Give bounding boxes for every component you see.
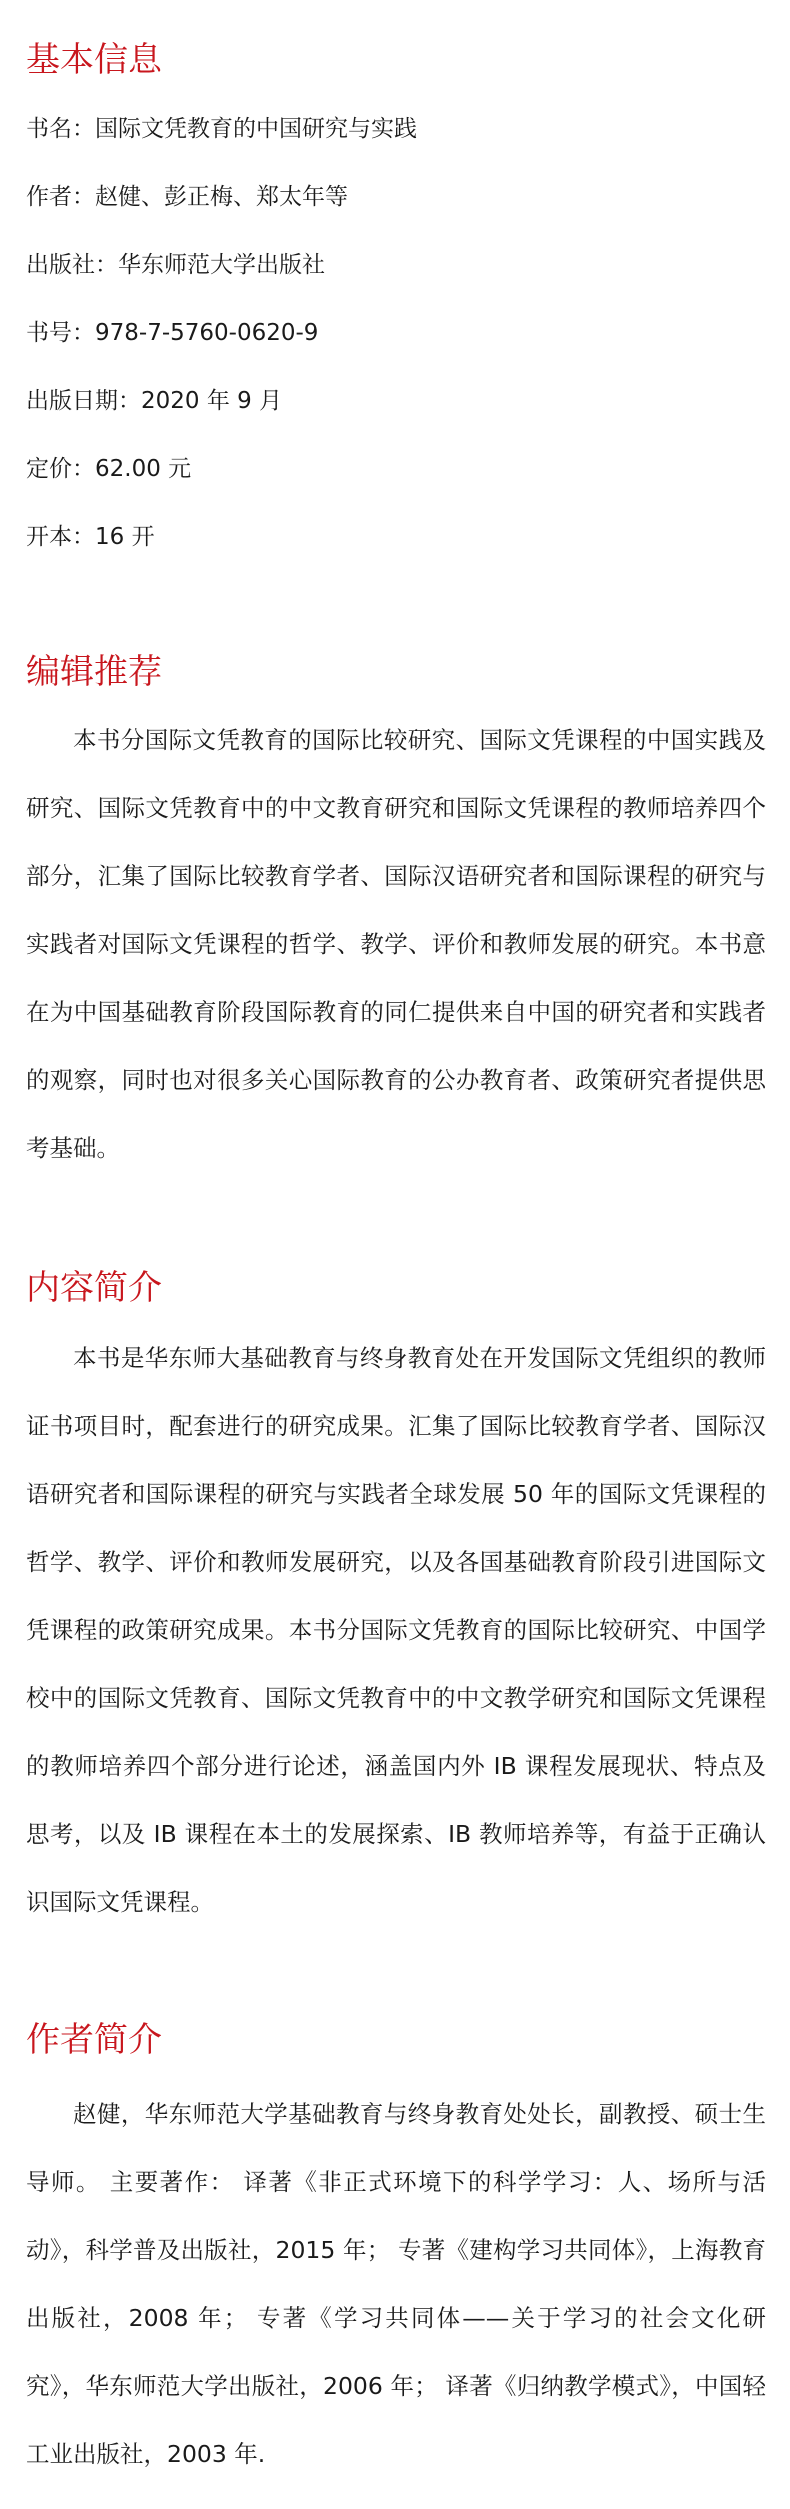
author-intro-text: 赵健，华东师范大学基础教育与终身教育处处长，副教授、硕士生导师。 主要著作： 译著《非正式环境下的科学学习：人、场所与活动》，科学普及出版社，2015 年； 专著《建构学习共同体》，上海教育出版社，2008 年； 专著《学习共同体——关于学习的社会文化研究》，华东师范大学出版社，2006 年； 译著《归纳教学模式》，中国轻工业出版社，2003 年.	[26, 2100, 766, 2468]
info-isbn: 书号：978-7-5760-0620-9	[26, 320, 319, 346]
info-title: 书名：国际文凭教育的中国研究与实践	[26, 116, 417, 142]
content-intro-text: 本书是华东师大基础教育与终身教育处在开发国际文凭组织的教师证书项目时，配套进行的研究成果。汇集了国际比较教育学者、国际汉语研究者和国际课程的研究与实践者全球发展 50 年的国际文凭课程的哲学、教学、评价和教师发展研究，以及各国基础教育阶段引进国际文凭课程的政策研究成果。本书分国际文凭教育的国际比较研究、中国学校中的国际文凭教育、国际文凭教育中的中文教学研究和国际文凭课程的教师培养四个部分进行论述，涵盖国内外 IB 课程发展现状、特点及思考，以及 IB 课程在本土的发展探索、IB 教师培养等，有益于正确认识国际文凭课程。	[26, 1344, 766, 1916]
info-price: 定价：62.00 元	[26, 456, 192, 482]
basic-info-heading: 基本信息	[26, 40, 162, 80]
info-publish-date: 出版日期：2020 年 9 月	[26, 388, 283, 414]
author-intro-heading: 作者简介	[26, 2020, 162, 2060]
info-authors: 作者：赵健、彭正梅、郑太年等	[26, 184, 348, 210]
editor-recommendation-heading: 编辑推荐	[26, 652, 162, 692]
editor-recommendation-text: 本书分国际文凭教育的国际比较研究、国际文凭课程的中国实践及研究、国际文凭教育中的中文教育研究和国际文凭课程的教师培养四个部分，汇集了国际比较教育学者、国际汉语研究者和国际课程的研究与实践者对国际文凭课程的哲学、教学、评价和教师发展的研究。本书意在为中国基础教育阶段国际教育的同仁提供来自中国的研究者和实践者的观察，同时也对很多关心国际教育的公办教育者、政策研究者提供思考基础。	[26, 726, 766, 1162]
info-publisher: 出版社：华东师范大学出版社	[26, 252, 325, 278]
content-intro-heading: 内容简介	[26, 1268, 162, 1308]
info-format: 开本：16 开	[26, 524, 155, 550]
